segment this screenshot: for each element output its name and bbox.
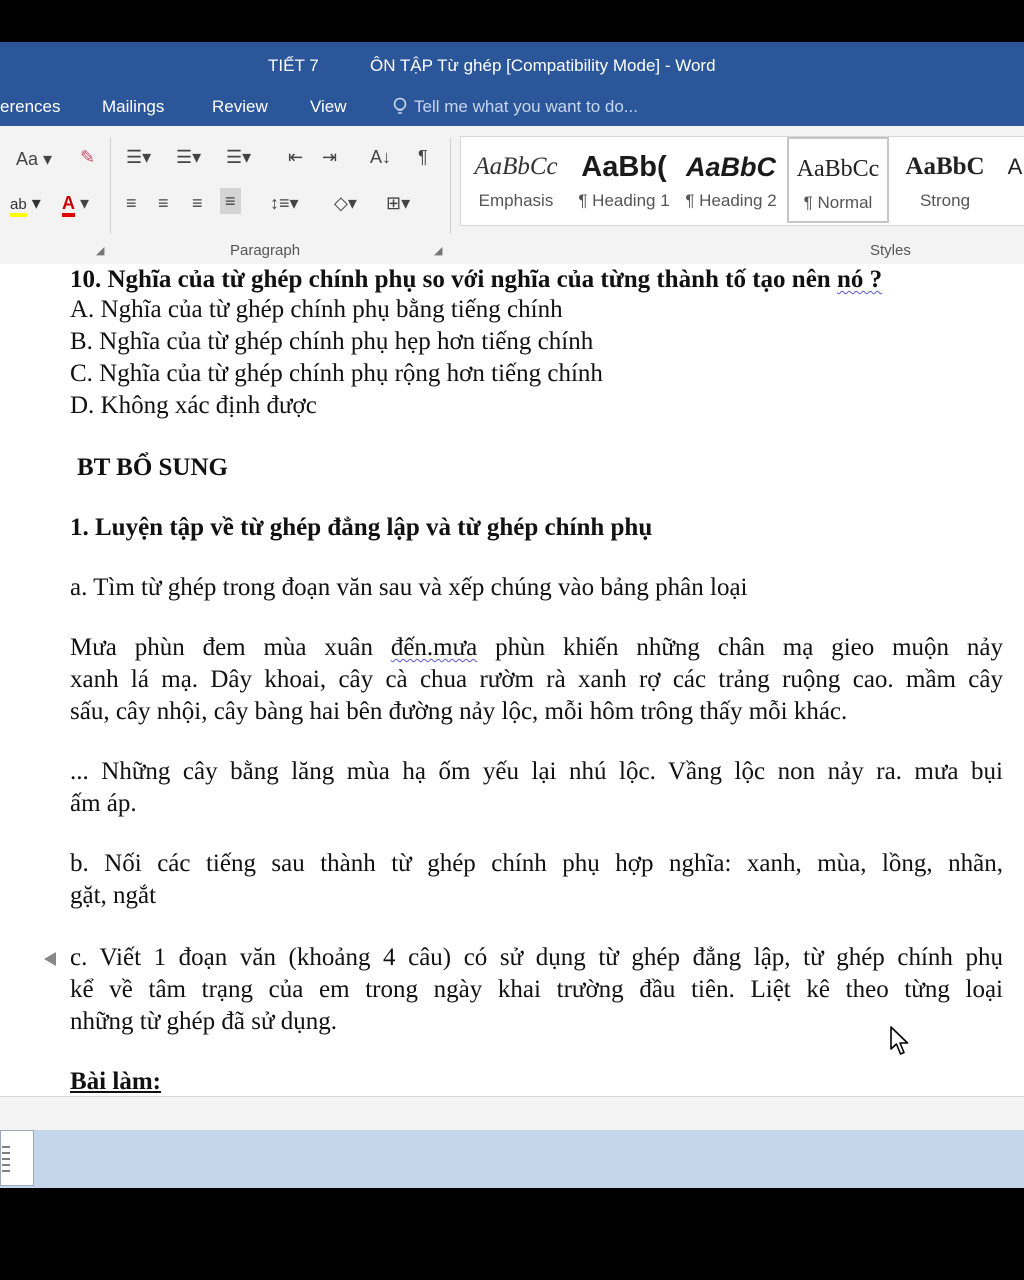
tab-mailings[interactable]: Mailings (102, 97, 165, 116)
bullets-icon[interactable]: ☰▾ (126, 147, 152, 167)
clear-formatting-icon[interactable]: ✎ (80, 147, 96, 167)
paragraph-dialog-launcher-icon[interactable]: ◢ (434, 245, 443, 257)
style-next[interactable]: A (1007, 154, 1023, 179)
style-heading-2[interactable]: AaBbC ¶ Heading 2 (685, 152, 777, 210)
horizontal-scrollbar[interactable] (0, 1096, 1024, 1131)
part-b-line-1: b. Nối các tiếng sau thành từ ghép chính phụ hợp nghĩa: xanh, mùa, lồng, nhãn, (70, 850, 1003, 877)
tab-references[interactable]: erences (0, 97, 61, 116)
view-mode-button[interactable] (0, 1130, 34, 1186)
ribbon (0, 126, 1024, 265)
option-c: C. Nghĩa của từ ghép chính phụ rộng hơn tiếng chính (70, 360, 603, 387)
option-b: B. Nghĩa của từ ghép chính phụ hẹp hơn tiếng chính (70, 328, 594, 355)
section-heading: BT BỔ SUNG (77, 454, 228, 481)
part-c-line-1: c. Viết 1 đoạn văn (khoảng 4 câu) có sử dụng từ ghép đẳng lập, từ ghép chính phụ (70, 944, 1003, 971)
decrease-indent-icon[interactable]: ⇤ (288, 147, 304, 167)
borders-icon[interactable]: ⊞▾ (386, 193, 411, 213)
part-a: a. Tìm từ ghép trong đoạn văn sau và xếp chúng vào bảng phân loại (70, 574, 748, 601)
shading-icon[interactable]: ◇▾ (334, 193, 357, 213)
font-color-icon[interactable]: A ▾ (62, 192, 89, 214)
multilevel-list-icon[interactable]: ☰▾ (226, 147, 252, 167)
sort-icon[interactable]: A↓ (370, 147, 392, 167)
style-normal[interactable]: AaBbCc ¶ Normal (787, 137, 889, 223)
font-size-button[interactable]: Aa ▾ (16, 149, 53, 169)
lightbulb-icon (392, 97, 408, 117)
ribbon-tabs (0, 92, 1024, 126)
styles-group-label: Styles (870, 242, 911, 259)
tell-me-text: Tell me what you want to do... (414, 97, 638, 116)
part-c-line-2: kể về tâm trạng của em trong ngày khai trường đầu tiên. Liệt kê theo từng loại (70, 976, 1003, 1003)
document-page[interactable] (0, 264, 1024, 1096)
question-10: 10. Nghĩa của từ ghép chính phụ so với nghĩa của từng thành tố tạo nên nó ? (70, 266, 883, 293)
align-left-icon[interactable]: ≡ (126, 193, 137, 213)
paragraph-collapse-icon[interactable] (44, 952, 56, 966)
align-center-icon[interactable]: ≡ (158, 193, 169, 213)
paragraph-1-line-1: Mưa phùn đem mùa xuân đến.mưa phùn khiến những chân mạ gieo muộn nảy (70, 634, 1003, 661)
paragraph-2-line-2: ấm áp. (70, 790, 137, 817)
paragraph-group-label: Paragraph (230, 242, 301, 259)
highlight-color-icon[interactable]: ab ▾ (10, 192, 41, 216)
align-right-icon[interactable]: ≡ (192, 193, 203, 213)
option-d: D. Không xác định được (70, 392, 317, 419)
answer-heading: Bài làm: (70, 1068, 161, 1095)
style-emphasis[interactable]: AaBbCc Emphasis (474, 153, 558, 210)
group-divider (110, 138, 111, 234)
exercise-1-heading: 1. Luyện tập về từ ghép đẳng lập và từ ghép chính phụ (70, 514, 653, 541)
justify-icon[interactable]: ≡ (220, 188, 241, 214)
paragraph-1-line-2: xanh lá mạ. Dây khoai, cây cà chua rườm rà xanh rợ các trảng ruộng cao. mầm cây (70, 666, 1003, 693)
paragraph-2-line-1: ... Những cây bằng lăng mùa hạ ốm yếu lại nhú lộc. Vầng lộc non nảy ra. mưa bụi (70, 758, 1003, 785)
document-view-icon (1, 1139, 13, 1179)
font-dialog-launcher-icon[interactable]: ◢ (96, 245, 105, 257)
numbering-icon[interactable]: ☰▾ (176, 147, 202, 167)
increase-indent-icon[interactable]: ⇥ (322, 147, 338, 167)
show-marks-icon[interactable]: ¶ (418, 147, 428, 167)
title-bar (0, 42, 1024, 92)
tab-view[interactable]: View (310, 97, 347, 116)
window-title: ÔN TẬP Từ ghép [Compatibility Mode] - Word (370, 56, 716, 75)
styles-gallery (460, 136, 1024, 226)
part-c-line-3: những từ ghép đã sử dụng. (70, 1008, 338, 1035)
style-strong[interactable]: AaBbC Strong (905, 153, 985, 210)
style-heading-1[interactable]: AaBb( ¶ Heading 1 (578, 151, 670, 210)
tab-review[interactable]: Review (212, 97, 268, 116)
part-b-line-2: gặt, ngắt (70, 882, 157, 909)
mouse-cursor-icon (889, 1025, 911, 1057)
title-tiet: TIẾT 7 (268, 56, 319, 75)
line-spacing-icon[interactable]: ↕≡▾ (270, 193, 299, 213)
status-bar (0, 1130, 1024, 1188)
tell-me-box[interactable] (392, 97, 638, 117)
paragraph-1-line-3: sấu, cây nhội, cây bàng hai bên đường nảy lộc, mỗi hôm trông thấy mỗi khác. (70, 698, 848, 725)
option-a: A. Nghĩa của từ ghép chính phụ bằng tiếng chính (70, 296, 563, 323)
group-divider (450, 138, 451, 234)
